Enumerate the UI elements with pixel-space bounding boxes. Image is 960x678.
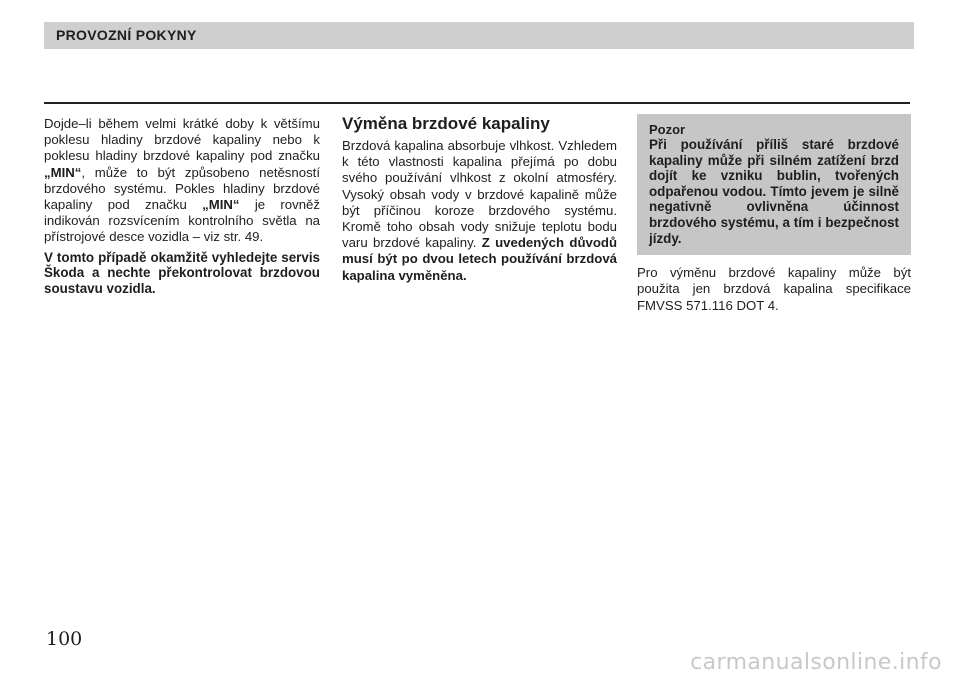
- min-mark: „MIN“: [202, 197, 240, 213]
- caution-title: Pozor: [649, 122, 686, 137]
- section-header-title: PROVOZNÍ POKYNY: [56, 27, 197, 43]
- watermark: carmanualsonline.info: [690, 650, 942, 675]
- min-mark: „MIN“: [44, 164, 82, 180]
- caution-text: Při používání příliš staré brzdové kapaliny může při silném zatížení brzd dojít ke vzniku bublin, tvořených odpařenou vodou. Tímto jevem je silně negativně ovlivněna účinnost brzdového systému, a tím i bezpečnost jízdy.: [649, 137, 899, 246]
- header-band: [44, 22, 914, 49]
- column-left: [44, 116, 320, 296]
- column-middle: [342, 114, 617, 284]
- page-number: 100: [46, 628, 83, 650]
- paragraph-replacement: [342, 138, 617, 284]
- text-part: je rovněž indikován rozsvícením kontrolního světla na přístrojové desce vozidla – viz str. 49.: [44, 197, 320, 245]
- horizontal-rule: [44, 102, 910, 104]
- caution-box: [637, 114, 911, 255]
- text-part: Brzdová kapalina absorbuje vlhkost. Vzhledem k této vlastnosti kapalina přejímá po dobu svého používání vlhkost z okolní atmosféry. Vysoký obsah vody v brzdové kapalině může být příčinou koroze brzdového systému. Kromě toho obsah vody snižuje teplotu bodu varu brzdové kapaliny.: [342, 138, 617, 251]
- paragraph-fluid-level: [44, 116, 320, 246]
- column-right: [637, 114, 911, 314]
- bold-instruction: Z uvedených důvodů musí být po dvou letech používání brzdová kapalina vyměněna.: [342, 235, 617, 283]
- text-part: Dojde–li během velmi krátké doby k většímu poklesu hladiny brzdové kapaliny nebo k poklesu hladiny brzdové kapaliny pod značku: [44, 116, 320, 164]
- paragraph-specification: Pro výměnu brzdové kapaliny může být použita jen brzdová kapalina specifikace FMVSS 571.116 DOT 4.: [637, 265, 911, 313]
- warning-text: V tomto případě okamžitě vyhledejte servis Škoda a nechte překontrolovat brzdovou soustavu vozidla.: [44, 249, 320, 296]
- text-part: , může to být způsobeno netěsností brzdového systému. Pokles hladiny brzdové kapaliny pod značku: [44, 164, 320, 213]
- section-heading: Výměna brzdové kapaliny: [342, 114, 550, 133]
